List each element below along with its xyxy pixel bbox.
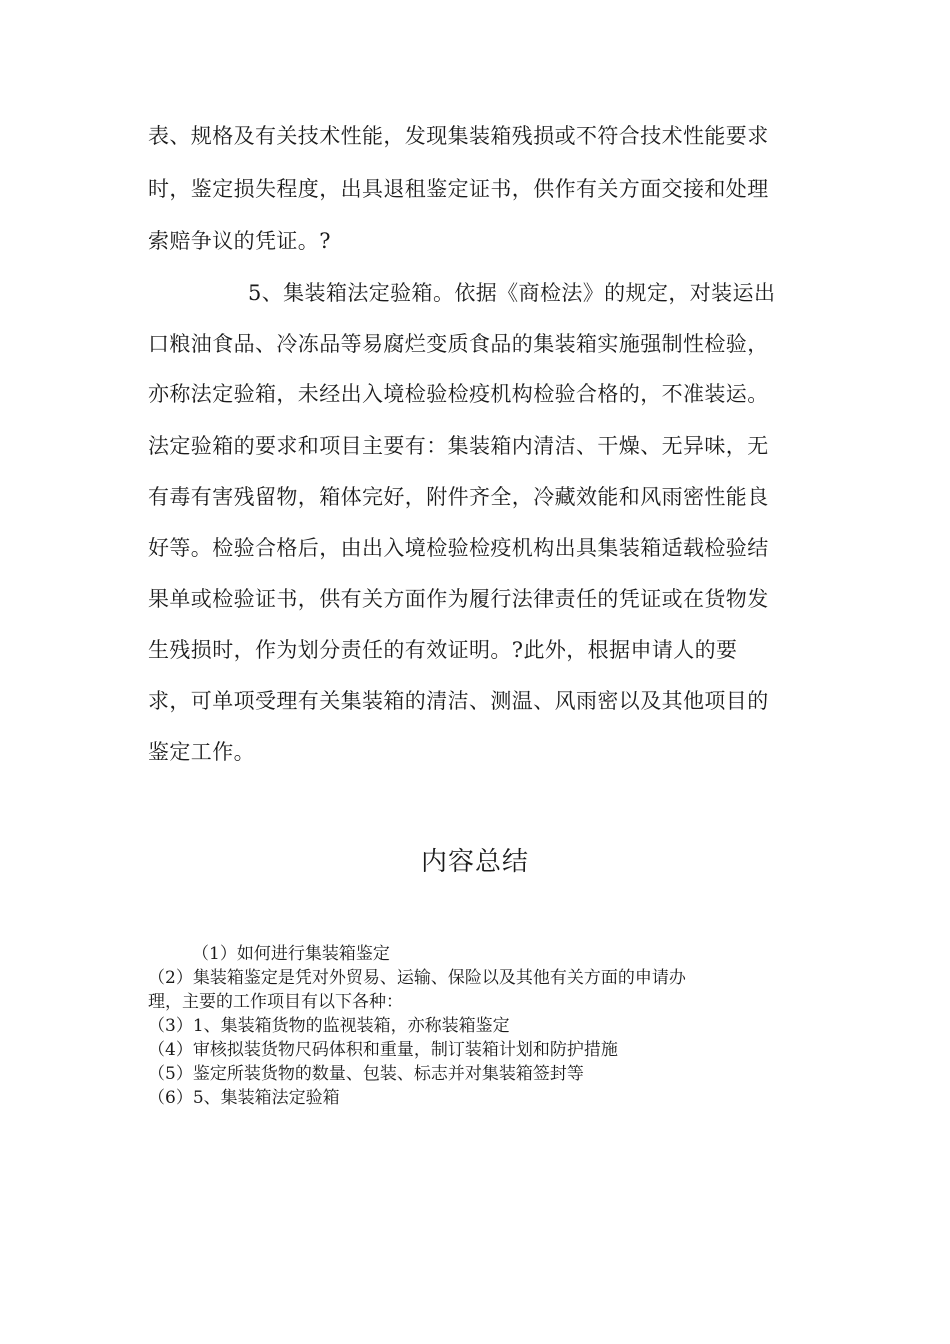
- body-line: 生残损时，作为划分责任的有效证明。?此外，根据申请人的要: [148, 638, 738, 662]
- body-line: 口粮油食品、冷冻品等易腐烂变质食品的集装箱实施强制性检验，: [148, 332, 769, 356]
- body-line: 好等。检验合格后，由出入境检验检疫机构出具集装箱适载检验结: [148, 536, 769, 560]
- body-line: 有毒有害残留物，箱体完好，附件齐全，冷藏效能和风雨密性能良: [148, 485, 769, 509]
- summary-item: 理，主要的工作项目有以下各种：: [148, 992, 403, 1012]
- summary-title: 内容总结: [420, 847, 529, 877]
- body-line: 索赔争议的凭证。?: [148, 229, 331, 253]
- body-line: 表、规格及有关技术性能，发现集装箱残损或不符合技术性能要求: [148, 124, 769, 148]
- summary-item: （1）如何进行集装箱鉴定: [192, 944, 390, 964]
- summary-item: （2）集装箱鉴定是凭对外贸易、运输、保险以及其他有关方面的申请办: [148, 968, 686, 988]
- body-line: 法定验箱的要求和项目主要有：集装箱内清洁、干燥、无异味，无: [148, 434, 769, 458]
- summary-item: （3）1、集装箱货物的监视装箱，亦称装箱鉴定: [148, 1016, 510, 1036]
- body-line: 5、集装箱法定验箱。依据《商检法》的规定，对装运出: [248, 281, 776, 305]
- summary-item: （6）5、集装箱法定验箱: [148, 1088, 340, 1108]
- summary-item: （4）审核拟装货物尺码体积和重量，制订装箱计划和防护措施: [148, 1040, 618, 1060]
- summary-item: （5）鉴定所装货物的数量、包装、标志并对集装箱签封等: [148, 1064, 584, 1084]
- body-line: 时，鉴定损失程度，出具退租鉴定证书，供作有关方面交接和处理: [148, 177, 769, 201]
- body-line: 果单或检验证书，供有关方面作为履行法律责任的凭证或在货物发: [148, 587, 769, 611]
- body-line: 鉴定工作。: [148, 740, 255, 764]
- body-line: 求，可单项受理有关集装箱的清洁、测温、风雨密以及其他项目的: [148, 689, 769, 713]
- body-line: 亦称法定验箱，未经出入境检验检疫机构检验合格的，不准装运。: [148, 382, 769, 406]
